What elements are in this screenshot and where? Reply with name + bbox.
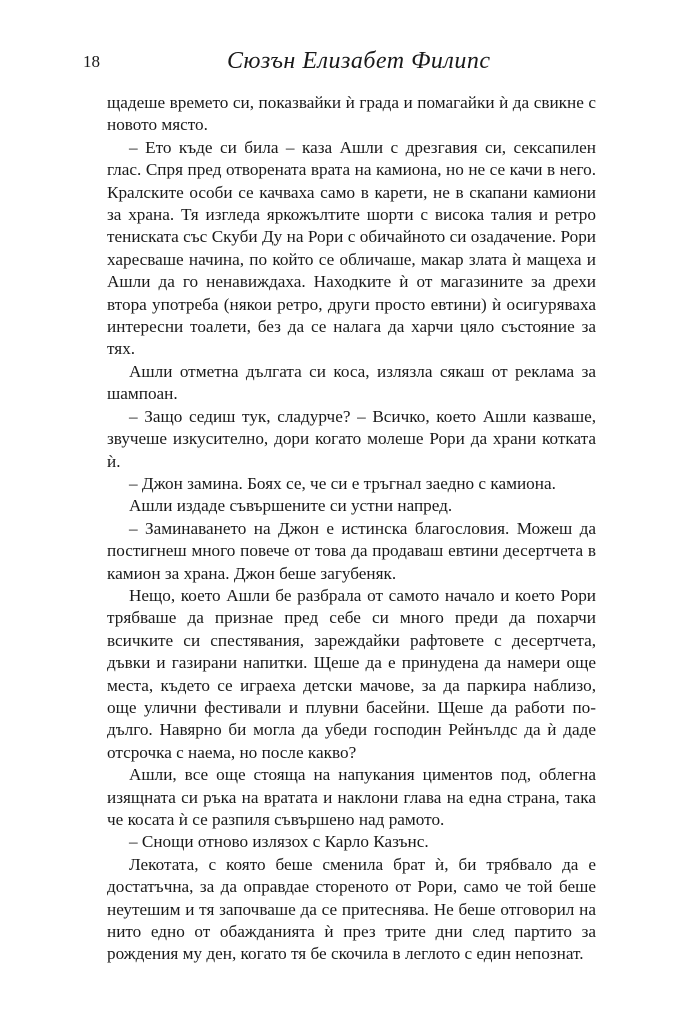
body-text <box>107 92 596 966</box>
paragraph: Ашли отметна дългата си коса, излязла сякаш от реклама за шампоан. <box>107 361 596 404</box>
paragraph: – Ето къде си била – каза Ашли с дрезгавия си, сексапилен глас. Спря пред отворената врата на камиона, но не се качи в него. Кралските особи се качваха само в карети, не в скапани камиони за храна. Тя изгледа яркожълтите шорти с висока талия и ретро тениската със Скуби Ду на Рори с обичайното си озадачение. Рори харесваше начина, по който се обличаше, макар злата ѝ мащеха и Ашли да го ненавиждаха. Находките ѝ от магазините за дрехи втора употреба (някои ретро, други просто евтини) ѝ осигуряваха интересни тоалети, без да се налага да харчи цяло състояние за тях. <box>107 137 596 359</box>
paragraph: Ашли, все още стояща на напукания циментов под, облегна изящната си ръка на вратата и наклони глава на една страна, така че косата ѝ се разпиля съвършено над рамото. <box>107 765 596 829</box>
running-head <box>83 48 596 78</box>
paragraph: – Джон замина. Боях се, че си е тръгнал заедно с камиона. <box>129 473 556 493</box>
book-page <box>83 48 596 966</box>
book-author: Сюзън Елизабет Филипс <box>227 48 491 74</box>
paragraph: Нещо, което Ашли бе разбрала от самото начало и което Рори трябваше да признае пред себе си много преди да похарчи всичките си спестявания, зареждайки рафтовете с десертчета, дъвки и газирани напитки. Щеше да е принудена да намери още места, където се играеха детски мачове, за да паркира наблизо, още улични фестивали и плувни басейни. Щеше да работи по-дълго. Навярно би могла да убеди господин Рейнълдс да ѝ даде отсрочка с наема, но после какво? <box>107 585 596 762</box>
paragraph: – Защо седиш тук, сладурче? – Всичко, което Ашли казваше, звучеше изкусително, дори когато молеше Рори да храни котката ѝ. <box>107 406 596 471</box>
paragraph: – Заминаването на Джон е истинска благословия. Можеш да постигнеш много повече от това да продаваш евтини десертчета в камион за храна. Джон беше загубеняк. <box>107 518 596 583</box>
paragraph: Ашли издаде съвършените си устни напред. <box>129 496 453 516</box>
paragraph: – Снощи отново излязох с Карло Казънс. <box>129 832 429 852</box>
page-number: 18 <box>83 52 100 71</box>
paragraph: щадеше времето си, показвайки ѝ града и помагайки ѝ да свикне с новото място. <box>107 93 596 135</box>
paragraph: Лекотата, с която беше сменила брат ѝ, би трябвало да е достатъчна, за да оправдае стореното от Рори, само че той беше неутешим и тя започваше да се притеснява. Не беше отговорил на нито едно от обажданията ѝ през трите дни след партито за рождения му ден, когато тя бе скочила в леглото с един непознат. <box>107 854 596 964</box>
